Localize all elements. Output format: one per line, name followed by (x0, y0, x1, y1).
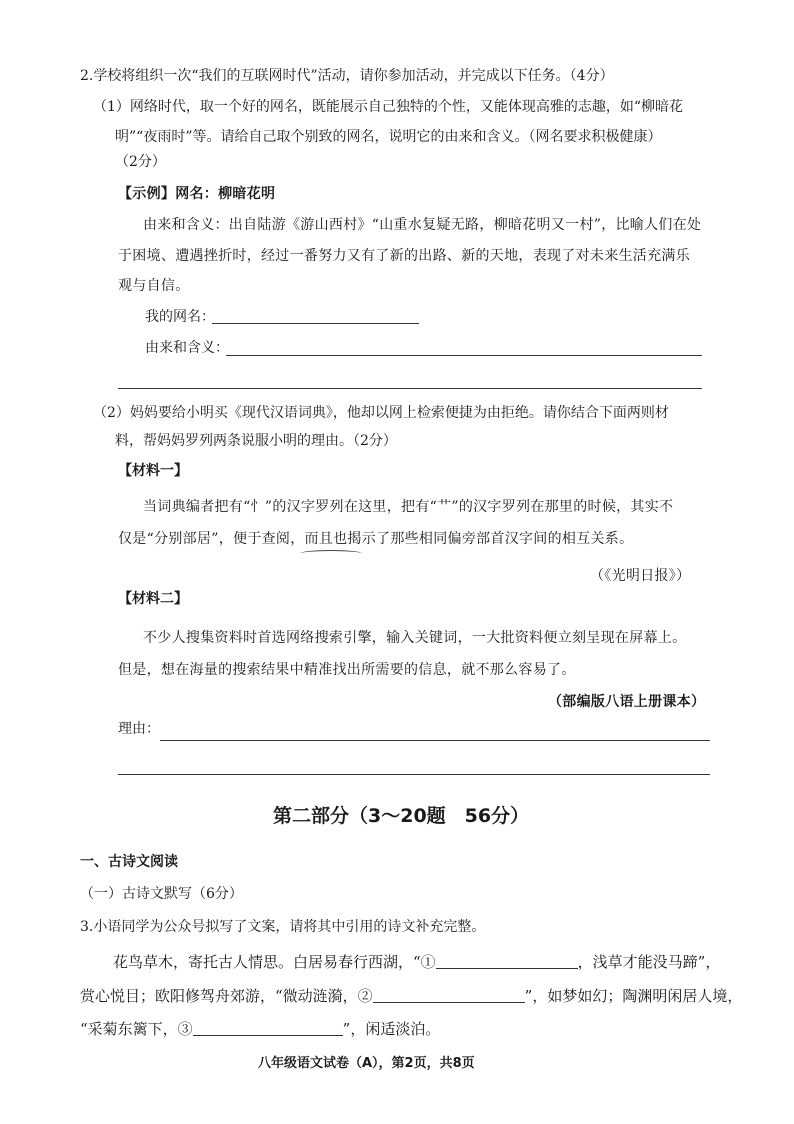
q3-line2-start: 赏心悦目；欧阳修驾舟郊游，“微动涟漪，② (80, 987, 373, 1005)
q3-line2-end: ”，如梦如幻；陶渊明闲居人境， (524, 987, 743, 1005)
q3-line3 (80, 1019, 440, 1039)
q3-line3-end: ”，闲适淡泊。 (342, 1020, 441, 1038)
q3-line3-start: “采菊东篱下，③ (80, 1020, 193, 1038)
section-heading: 一、古诗文阅读 (80, 854, 178, 870)
example-line3: 观与自信。 (118, 278, 190, 294)
subsection-heading: （一）古诗文默写（6分） (80, 886, 243, 902)
material1-source: （《光明日报》） (590, 568, 691, 584)
q3-line1-end: ，浅草才能没马蹄”， (577, 953, 721, 971)
q3-blank-1[interactable] (436, 954, 578, 969)
q2-sub1-line1: （1）网络时代，取一个好的网名，既能展示自己独特的个性，又能体现高雅的志趣，如“柳暗花 (93, 99, 684, 115)
reason-answer-line-1[interactable] (160, 740, 710, 741)
material2-source: （部编版八语上册课本） (548, 694, 706, 710)
reason-label: 理由： (118, 721, 160, 737)
material1-label: 【材料一】 (118, 463, 188, 479)
my-name-answer-line[interactable] (212, 323, 419, 324)
material2-label: 【材料二】 (118, 591, 188, 607)
page-footer: 八年级语文试卷（A），第2页，共8页 (258, 1056, 475, 1071)
q2-sub1-score: （2分） (115, 154, 166, 170)
part2-title: 第二部分（3～20题 56分） (273, 805, 530, 827)
q2-sub2-line2: 料，帮妈妈罗列两条说服小明的理由。（2分） (115, 433, 397, 449)
my-name-label: 我的网名： (145, 309, 215, 325)
q2-stem: 2.学校将组织一次“我们的互联网时代”活动，请你参加活动，并完成以下任务。（4分） (80, 68, 614, 84)
reason-answer-line-2[interactable] (118, 774, 710, 775)
example-line2: 于困境、遭遇挫折时，经过一番努力又有了新的出路、新的天地，表现了对未来生活充满乐 (118, 248, 690, 264)
q3-stem: 3.小语同学为公众号拟写了文案，请将其中引用的诗文补充完整。 (80, 919, 486, 935)
q3-line2 (80, 986, 742, 1006)
meaning-answer-line-1[interactable] (226, 355, 702, 356)
example-label: 【示例】网名：柳暗花明 (118, 186, 276, 202)
q3-blank-2[interactable] (373, 988, 525, 1003)
q2-sub2-line1: （2）妈妈要给小明买《现代汉语词典》，他却以网上检索便捷为由拒绝。请你结合下面两则材 (93, 405, 669, 421)
meaning-label: 由来和含义： (145, 340, 229, 356)
example-line1: 由来和含义：出自陆游《游山西村》“山重水复疑无路，柳暗花明又一村”，比喻人们在处 (143, 217, 702, 233)
q3-blank-3[interactable] (193, 1021, 343, 1036)
material1-line2: 仅是“分别部居”，便于查阅，而且也揭示了那些相同偏旁部首汉字间的相互关系。 (118, 531, 634, 547)
q2-sub1-line2: 明”“夜雨时”等。请给自己取个别致的网名，说明它的由来和含义。（网名要求积极健康） (115, 129, 662, 145)
q3-line1 (113, 952, 720, 972)
meaning-answer-line-2[interactable] (118, 388, 702, 389)
material2-line1: 不少人搜集资料时首选网络搜索引擎，输入关键词，一大批资料便立刻呈现在屏幕上。 (143, 630, 687, 646)
material1-line1: 当词典编者把有“忄”的汉字罗列在这里，把有“艹”的汉字罗列在那里的时候，其实不 (143, 499, 674, 515)
q3-line1-start: 花鸟草木，寄托古人情思。白居易春行西湖，“① (113, 953, 436, 971)
pen-mark (300, 550, 362, 557)
material2-line2: 但是，想在海量的搜索结果中精准找出所需要的信息，就不那么容易了。 (118, 662, 576, 678)
